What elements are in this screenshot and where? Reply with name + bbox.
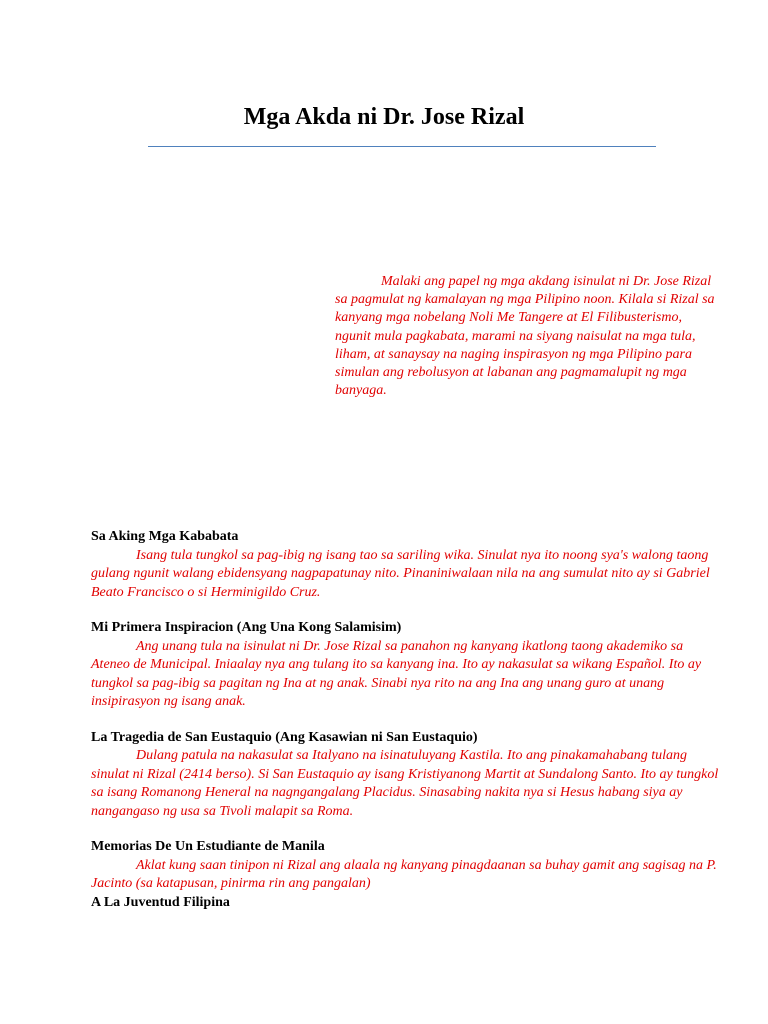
work-item — [91, 729, 721, 822]
works-list — [91, 528, 721, 912]
work-title: Memorias De Un Estudiante de Manila — [91, 839, 325, 854]
work-description: Isang tula tungkol sa pag-ibig ng isang tao sa sariling wika. Sinulat nya ito noong sya's walong taong gulang ngunit walang ebidensyang nagpapatunay nito. Pinaniniwalaan nila na ang sumulat nito ay si Gabriel Beato Francisco o si Herminigildo Cruz. — [91, 547, 710, 600]
document-title: Mga Akda ni Dr. Jose Rizal — [243, 104, 525, 130]
work-item — [91, 619, 721, 712]
work-title: A La Juventud Filipina — [91, 894, 230, 910]
work-title: Sa Aking Mga Kababata — [91, 529, 239, 544]
work-title: La Tragedia de San Eustaquio (Ang Kasawian ni San Eustaquio) — [91, 729, 478, 745]
work-description: Aklat kung saan tinipon ni Rizal ang alaala ng kanyang pinagdaanan sa buhay gamit ang sagisag na P. Jacinto (sa katapusan, pinirma rin ang pangalan) — [91, 857, 717, 891]
work-description: Dulang patula na nakasulat sa Italyano na isinatuluyang Kastila. Ito ang pinakamahabang tulang sinulat ni Rizal (2414 berso). Si San Eustaquio ay isang Kristiyanong Martit at Sundalong Santo. Ito ay tungkol sa isang Romanong Heneral na nagngangalang Placidus. Sinasabing nakita nya si Hesus habang siya ay nangangaso ng usa sa Tivoli malapit sa Roma. — [91, 748, 719, 819]
intro-paragraph: Malaki ang papel ng mga akdang isinulat ni Dr. Jose Rizal sa pagmulat ng kamalayan ng mga Pilipino noon. Kilala si Rizal sa kanyang mga nobelang Noli Me Tangere at El Filibusterismo, ngunit mula pagkabata, marami na siyang naisulat na mga tula, liham, at sanaysay na naging inspirasyon ng mga Pilipino para simulan ang rebolusyon at labanan ang pagmamalupit ng mga banyaga. — [335, 274, 715, 399]
work-description: Ang unang tula na isinulat ni Dr. Jose Rizal sa panahon ng kanyang ikatlong taong akademiko sa Ateneo de Municipal. Iniaalay nya ang tulang ito sa kanyang ina. Ito ay nakasulat sa wikang Español. Ito ay tungkol sa pag-ibig sa pagitan ng Ina at ng anak. Sinabi nya rito na ang Ina ang unang guro at unang insipirasyon ng isang anak. — [91, 638, 702, 709]
title-divider — [148, 146, 656, 147]
work-item — [91, 838, 721, 894]
work-title: Mi Primera Inspiracion (Ang Una Kong Salamisim) — [91, 620, 402, 635]
work-item — [91, 528, 721, 602]
work-item — [91, 894, 721, 913]
